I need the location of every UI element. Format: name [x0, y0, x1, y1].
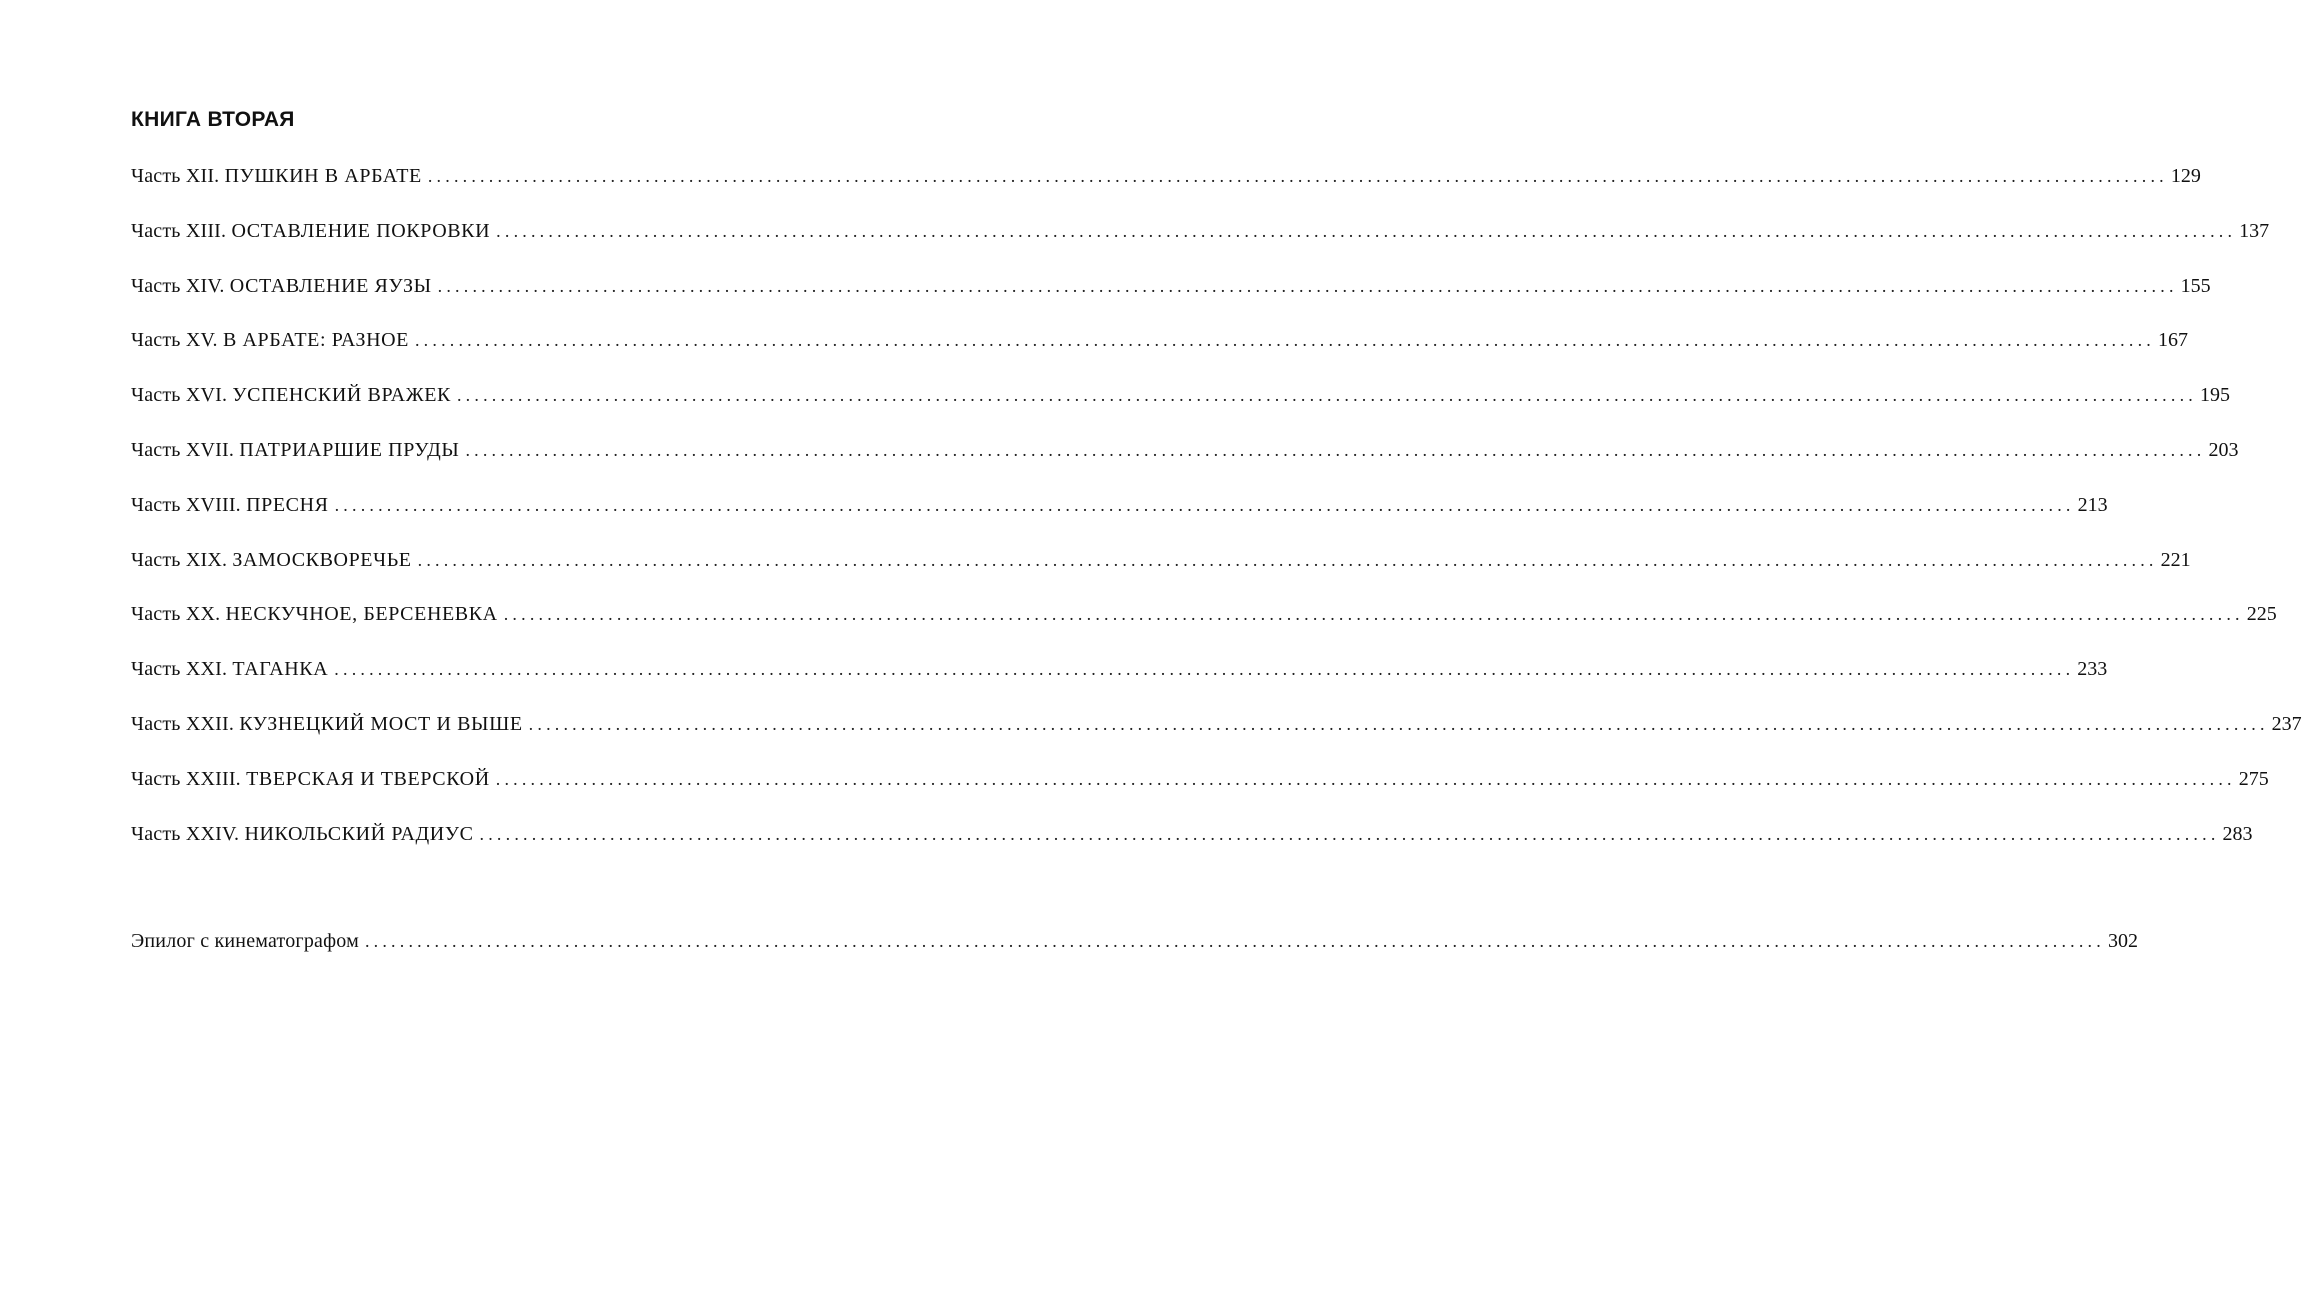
dot-leader: ........................................................................................................................................................................................................	[427, 166, 2168, 186]
entry-name: ОСТАВЛЕНИЕ ЯУЗЫ	[229, 274, 432, 297]
entry-name: ТВЕРСКАЯ И ТВЕРСКОЙ	[246, 767, 490, 790]
toc-entry	[131, 271, 2211, 326]
entry-page-number: 302	[2107, 930, 2138, 952]
entry-title: Эпилог с кинематографом	[131, 930, 359, 952]
entry-page-number: 213	[2077, 493, 2108, 516]
entry-page-number: 225	[2246, 603, 2277, 626]
entry-page-number: 137	[2239, 219, 2270, 242]
toc-entry	[131, 764, 2269, 819]
entry-page-number: 203	[2208, 438, 2239, 461]
entry-prefix: Часть XIX.	[131, 548, 228, 571]
entry-name: КУЗНЕЦКИЙ МОСТ И ВЫШЕ	[239, 712, 523, 735]
entry-name: ПУШКИН В АРБАТЕ	[224, 165, 422, 187]
toc-entry	[131, 216, 2270, 271]
entry-prefix: Часть XXII.	[131, 712, 235, 735]
entry-title	[131, 216, 490, 246]
entry-name: В АРБАТЕ: РАЗНОЕ	[222, 329, 409, 352]
entry-page-number: 233	[2077, 658, 2108, 681]
toc-entry	[131, 325, 2188, 380]
book-heading: КНИГА ВТОРАЯ	[131, 108, 295, 131]
toc-entry-epilogue	[131, 926, 2138, 981]
dot-leader: ........................................................................................................................................................................................................	[503, 604, 2244, 625]
dot-leader: ........................................................................................................................................................................................................	[334, 659, 2075, 680]
toc-entry	[131, 161, 2201, 216]
entry-title	[131, 325, 409, 355]
dot-leader: ........................................................................................................................................................................................................	[528, 713, 2269, 734]
entry-prefix: Часть XIII.	[131, 219, 227, 242]
entry-title	[131, 819, 474, 849]
toc-entry	[131, 490, 2108, 545]
dot-leader: ........................................................................................................................................................................................................	[417, 549, 2158, 570]
entry-page-number: 129	[2170, 165, 2201, 187]
dot-leader: ........................................................................................................................................................................................................	[479, 823, 2220, 844]
dot-leader: ........................................................................................................................................................................................................	[456, 385, 2197, 406]
entry-page-number: 275	[2238, 767, 2269, 790]
entry-title	[131, 271, 432, 301]
entry-title	[131, 490, 329, 520]
entry-prefix: Часть XIV.	[131, 274, 225, 297]
toc-entry	[131, 599, 2277, 654]
entry-prefix: Часть XXIV.	[131, 822, 240, 845]
entry-title	[131, 435, 459, 465]
entry-page-number: 237	[2271, 712, 2302, 735]
entry-title	[131, 161, 422, 191]
entry-title	[131, 545, 412, 575]
toc-entry	[131, 709, 2302, 764]
entry-title	[131, 380, 451, 410]
entry-name: ЗАМОСКВОРЕЧЬЕ	[232, 548, 412, 571]
dot-leader: ........................................................................................................................................................................................................	[437, 275, 2178, 296]
entry-prefix: Часть XVIII.	[131, 493, 241, 516]
dot-leader: ........................................................................................................................................................................................................	[496, 220, 2237, 241]
epilogue-section	[131, 926, 2138, 981]
toc-entry	[131, 545, 2191, 600]
entry-name: ПАТРИАРШИЕ ПРУДЫ	[239, 438, 460, 461]
entry-title	[131, 709, 523, 739]
dot-leader: ........................................................................................................................................................................................................	[414, 330, 2155, 351]
entry-page-number: 195	[2199, 384, 2230, 407]
dot-leader: ........................................................................................................................................................................................................	[465, 439, 2206, 460]
entry-title	[131, 654, 328, 684]
entry-name: ПРЕСНЯ	[246, 493, 329, 516]
dot-leader: ........................................................................................................................................................................................................	[334, 494, 2075, 515]
dot-leader: ........................................................................................................................................................................................................	[495, 768, 2236, 789]
entry-prefix: Часть XII.	[131, 165, 220, 187]
entry-page-number: 283	[2222, 822, 2253, 845]
entry-page-number: 167	[2157, 329, 2188, 352]
entry-title	[131, 599, 498, 629]
toc-list	[131, 161, 2302, 873]
entry-prefix: Часть XV.	[131, 329, 218, 352]
entry-page-number: 155	[2180, 274, 2211, 297]
toc-entry	[131, 654, 2108, 709]
toc-entry	[131, 380, 2230, 435]
entry-prefix: Часть XXI.	[131, 658, 228, 681]
entry-prefix: Часть XX.	[131, 603, 221, 626]
entry-name: ТАГАНКА	[232, 658, 329, 681]
entry-name: НИКОЛЬСКИЙ РАДИУС	[244, 822, 474, 845]
toc-entry	[131, 435, 2239, 490]
entry-prefix: Часть XXIII.	[131, 767, 241, 790]
dot-leader: ........................................................................................................................................................................................................	[364, 931, 2105, 951]
entry-prefix: Часть XVI.	[131, 384, 228, 407]
entry-title	[131, 764, 490, 794]
toc-entry	[131, 819, 2253, 874]
entry-page-number: 221	[2160, 548, 2191, 571]
entry-name: ОСТАВЛЕНИЕ ПОКРОВКИ	[231, 219, 491, 242]
entry-prefix: Часть XVII.	[131, 438, 235, 461]
entry-name: УСПЕНСКИЙ ВРАЖЕК	[232, 384, 451, 407]
entry-name: НЕСКУЧНОЕ, БЕРСЕНЕВКА	[225, 603, 498, 626]
